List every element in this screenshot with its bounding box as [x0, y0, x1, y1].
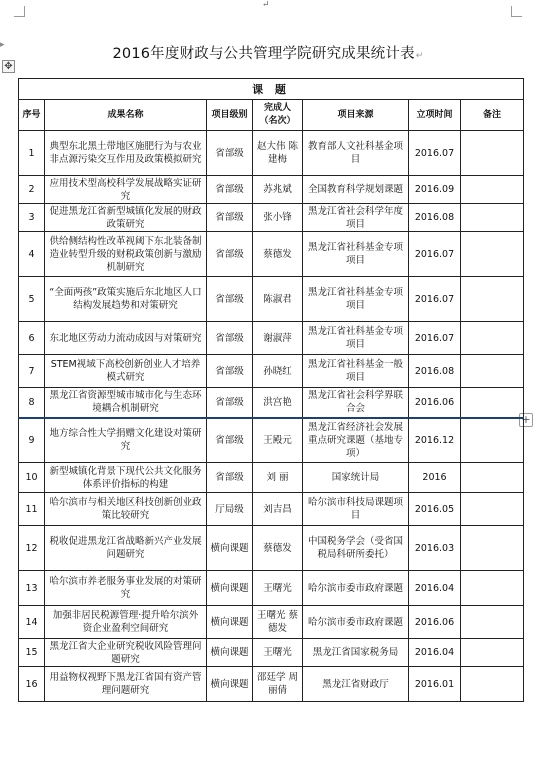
project-person[interactable]: 陈淑君: [253, 277, 303, 322]
table-row: [19, 232, 524, 277]
project-source[interactable]: 黑龙江省经济社会发展重点研究课题（基地专项）: [303, 418, 409, 463]
project-source[interactable]: 黑龙江省社会科学界联合会: [303, 388, 409, 418]
project-level[interactable]: 省部级: [207, 131, 253, 176]
row-number[interactable]: 8: [19, 388, 45, 418]
project-person[interactable]: 王曙光: [253, 571, 303, 606]
project-person[interactable]: 蔡德发: [253, 526, 303, 571]
paragraph-mark-icon: ↵: [415, 51, 424, 61]
project-source[interactable]: 黑龙江省财政厅: [303, 667, 409, 702]
project-source[interactable]: 黑龙江省社会科学年度项目: [303, 204, 409, 232]
row-number[interactable]: 14: [19, 606, 45, 639]
row-number[interactable]: 16: [19, 667, 45, 702]
col-header-date: 立项时间: [409, 100, 461, 131]
paragraph-mark-icon: ↵: [262, 0, 270, 10]
row-number[interactable]: 1: [19, 131, 45, 176]
project-name[interactable]: 哈尔滨市与相关地区科技创新创业政策比较研究: [45, 493, 207, 526]
project-name[interactable]: 黑龙江省资源型城市城市化与生态环境耦合机制研究: [45, 388, 207, 418]
project-person[interactable]: 刘 丽: [253, 463, 303, 493]
project-person[interactable]: 蔡德发: [253, 232, 303, 277]
table-row: [19, 493, 524, 526]
table-row: [19, 355, 524, 388]
project-person[interactable]: 张小锋: [253, 204, 303, 232]
row-number[interactable]: 6: [19, 322, 45, 355]
project-note[interactable]: [461, 388, 524, 418]
project-name[interactable]: “全面两孩”政策实施后东北地区人口结构发展趋势和对策研究: [45, 277, 207, 322]
project-name[interactable]: 新型城镇化背景下现代公共文化服务体系评价指标的构建: [45, 463, 207, 493]
project-level[interactable]: 省部级: [207, 463, 253, 493]
project-source[interactable]: 黑龙江省社科基金专项项目: [303, 232, 409, 277]
page-corner-mark: [511, 6, 522, 17]
table-body: [19, 131, 524, 702]
project-date[interactable]: 2016: [409, 463, 461, 493]
table-row: [19, 322, 524, 355]
project-name[interactable]: STEM视域下高校创新创业人才培养模式研究: [45, 355, 207, 388]
project-level[interactable]: 横向课题: [207, 667, 253, 702]
project-source[interactable]: 哈尔滨市委市政府课题: [303, 606, 409, 639]
col-header-no: 序号: [19, 100, 45, 131]
table-move-handle-icon[interactable]: ✥: [2, 60, 15, 73]
project-level[interactable]: 横向课题: [207, 526, 253, 571]
column-header-row: [19, 100, 524, 131]
project-level[interactable]: 省部级: [207, 277, 253, 322]
project-note[interactable]: [461, 277, 524, 322]
project-note[interactable]: [461, 355, 524, 388]
table-row: [19, 667, 524, 702]
project-date[interactable]: 2016.07: [409, 131, 461, 176]
project-date[interactable]: 2016.03: [409, 526, 461, 571]
row-number[interactable]: 2: [19, 176, 45, 204]
project-note[interactable]: [461, 667, 524, 702]
project-level[interactable]: 省部级: [207, 176, 253, 204]
row-number[interactable]: 12: [19, 526, 45, 571]
project-date[interactable]: 2016.06: [409, 388, 461, 418]
table-row: [19, 639, 524, 667]
row-number[interactable]: 5: [19, 277, 45, 322]
project-date[interactable]: 2016.04: [409, 639, 461, 667]
project-name[interactable]: 税收促进黑龙江省战略新兴产业发展问题研究: [45, 526, 207, 571]
project-name[interactable]: 黑龙江省大企业研究税收风险管理问题研究: [45, 639, 207, 667]
project-name[interactable]: 东北地区劳动力流动成因与对策研究: [45, 322, 207, 355]
project-level[interactable]: 横向课题: [207, 639, 253, 667]
col-header-person: 完成人（名次）: [253, 100, 303, 131]
project-person[interactable]: 王殿元: [253, 418, 303, 463]
project-note[interactable]: [461, 463, 524, 493]
table-row: [19, 277, 524, 322]
project-date[interactable]: 2016.06: [409, 606, 461, 639]
row-number[interactable]: 7: [19, 355, 45, 388]
col-header-level: 项目级别: [207, 100, 253, 131]
project-date[interactable]: 2016.07: [409, 232, 461, 277]
row-number[interactable]: 13: [19, 571, 45, 606]
project-note[interactable]: [461, 493, 524, 526]
project-date[interactable]: 2016.04: [409, 571, 461, 606]
project-date[interactable]: 2016.08: [409, 355, 461, 388]
title-text: 2016年度财政与公共管理学院研究成果统计表: [112, 46, 415, 62]
project-person[interactable]: 赵大伟 陈建梅: [253, 131, 303, 176]
project-source[interactable]: 教育部人文社科基金项目: [303, 131, 409, 176]
project-name[interactable]: 哈尔滨市养老服务事业发展的对策研究: [45, 571, 207, 606]
project-note[interactable]: [461, 606, 524, 639]
project-source[interactable]: 中国税务学会（受省国税局科研所委托）: [303, 526, 409, 571]
project-person[interactable]: 王曙光: [253, 639, 303, 667]
project-date[interactable]: 2016.05: [409, 493, 461, 526]
project-name[interactable]: 加强非居民税源管理·提升哈尔滨外资企业盈利空间研究: [45, 606, 207, 639]
table-row: [19, 418, 524, 463]
project-name[interactable]: 典型东北黑土带地区施肥行为与农业非点源污染交互作用及政策模拟研究: [45, 131, 207, 176]
document-title: [0, 42, 536, 63]
project-name[interactable]: 供给侧结构性改革视阈下东北装备制造业转型升级的财税政策创新与激励机制研究: [45, 232, 207, 277]
project-note[interactable]: [461, 639, 524, 667]
project-name[interactable]: 用益物权视野下黑龙江省国有资产管理问题研究: [45, 667, 207, 702]
project-date[interactable]: 2016.12: [409, 418, 461, 463]
project-source[interactable]: 黑龙江省社科基金专项项目: [303, 322, 409, 355]
project-note[interactable]: [461, 526, 524, 571]
project-level[interactable]: 横向课题: [207, 606, 253, 639]
section-title: 课 题: [19, 79, 524, 100]
project-note[interactable]: [461, 322, 524, 355]
project-date[interactable]: 2016.07: [409, 322, 461, 355]
project-level[interactable]: 横向课题: [207, 571, 253, 606]
table-row: [19, 176, 524, 204]
row-number[interactable]: 4: [19, 232, 45, 277]
project-person[interactable]: 邵廷学 周丽倩: [253, 667, 303, 702]
project-person[interactable]: 王曙光 蔡德发: [253, 606, 303, 639]
col-header-source: 项目来源: [303, 100, 409, 131]
project-note[interactable]: [461, 204, 524, 232]
table-row: [19, 526, 524, 571]
row-number[interactable]: 3: [19, 204, 45, 232]
project-level[interactable]: 省部级: [207, 232, 253, 277]
collapse-arrow-icon[interactable]: ▸: [0, 40, 5, 50]
project-source[interactable]: 黑龙江省社科基金一般项目: [303, 355, 409, 388]
project-source[interactable]: 国家统计局: [303, 463, 409, 493]
add-row-plus-icon[interactable]: +: [519, 413, 533, 427]
project-level[interactable]: 省部级: [207, 418, 253, 463]
project-name[interactable]: 地方综合性大学捐赠文化建设对策研究: [45, 418, 207, 463]
table-row: [19, 204, 524, 232]
page-corner-mark: [14, 6, 25, 17]
project-level[interactable]: 省部级: [207, 204, 253, 232]
row-number[interactable]: 11: [19, 493, 45, 526]
project-source[interactable]: 黑龙江省社科基金专项项目: [303, 277, 409, 322]
project-date[interactable]: 2016.01: [409, 667, 461, 702]
project-person[interactable]: 刘吉昌: [253, 493, 303, 526]
project-person[interactable]: 孙晓红: [253, 355, 303, 388]
project-source[interactable]: 黑龙江省国家税务局: [303, 639, 409, 667]
project-person[interactable]: 苏兆斌: [253, 176, 303, 204]
project-level[interactable]: 省部级: [207, 355, 253, 388]
project-note[interactable]: [461, 571, 524, 606]
project-date[interactable]: 2016.09: [409, 176, 461, 204]
project-date[interactable]: 2016.07: [409, 277, 461, 322]
project-level[interactable]: 省部级: [207, 322, 253, 355]
project-date[interactable]: 2016.08: [409, 204, 461, 232]
table-row: [19, 131, 524, 176]
project-note[interactable]: [461, 131, 524, 176]
project-source[interactable]: 哈尔滨市科技局课题项目: [303, 493, 409, 526]
table-row: [19, 571, 524, 606]
project-source[interactable]: 哈尔滨市委市政府课题: [303, 571, 409, 606]
project-note[interactable]: [461, 176, 524, 204]
project-note[interactable]: [461, 232, 524, 277]
col-header-name: 成果名称: [45, 100, 207, 131]
project-person[interactable]: 洪宫艳: [253, 388, 303, 418]
project-source[interactable]: 全国教育科学规划课题: [303, 176, 409, 204]
table-row: [19, 606, 524, 639]
project-level[interactable]: 厅局级: [207, 493, 253, 526]
project-note[interactable]: [461, 418, 524, 463]
row-number[interactable]: 10: [19, 463, 45, 493]
project-level[interactable]: 省部级: [207, 388, 253, 418]
project-name[interactable]: 促进黑龙江省新型城镇化发展的财政政策研究: [45, 204, 207, 232]
row-number[interactable]: 15: [19, 639, 45, 667]
results-table: [18, 78, 524, 702]
table-row: [19, 388, 524, 418]
table-row: [19, 463, 524, 493]
col-header-note: 备注: [461, 100, 524, 131]
row-number[interactable]: 9: [19, 418, 45, 463]
project-person[interactable]: 谢淑萍: [253, 322, 303, 355]
project-name[interactable]: 应用技术型高校科学发展战略实证研究: [45, 176, 207, 204]
